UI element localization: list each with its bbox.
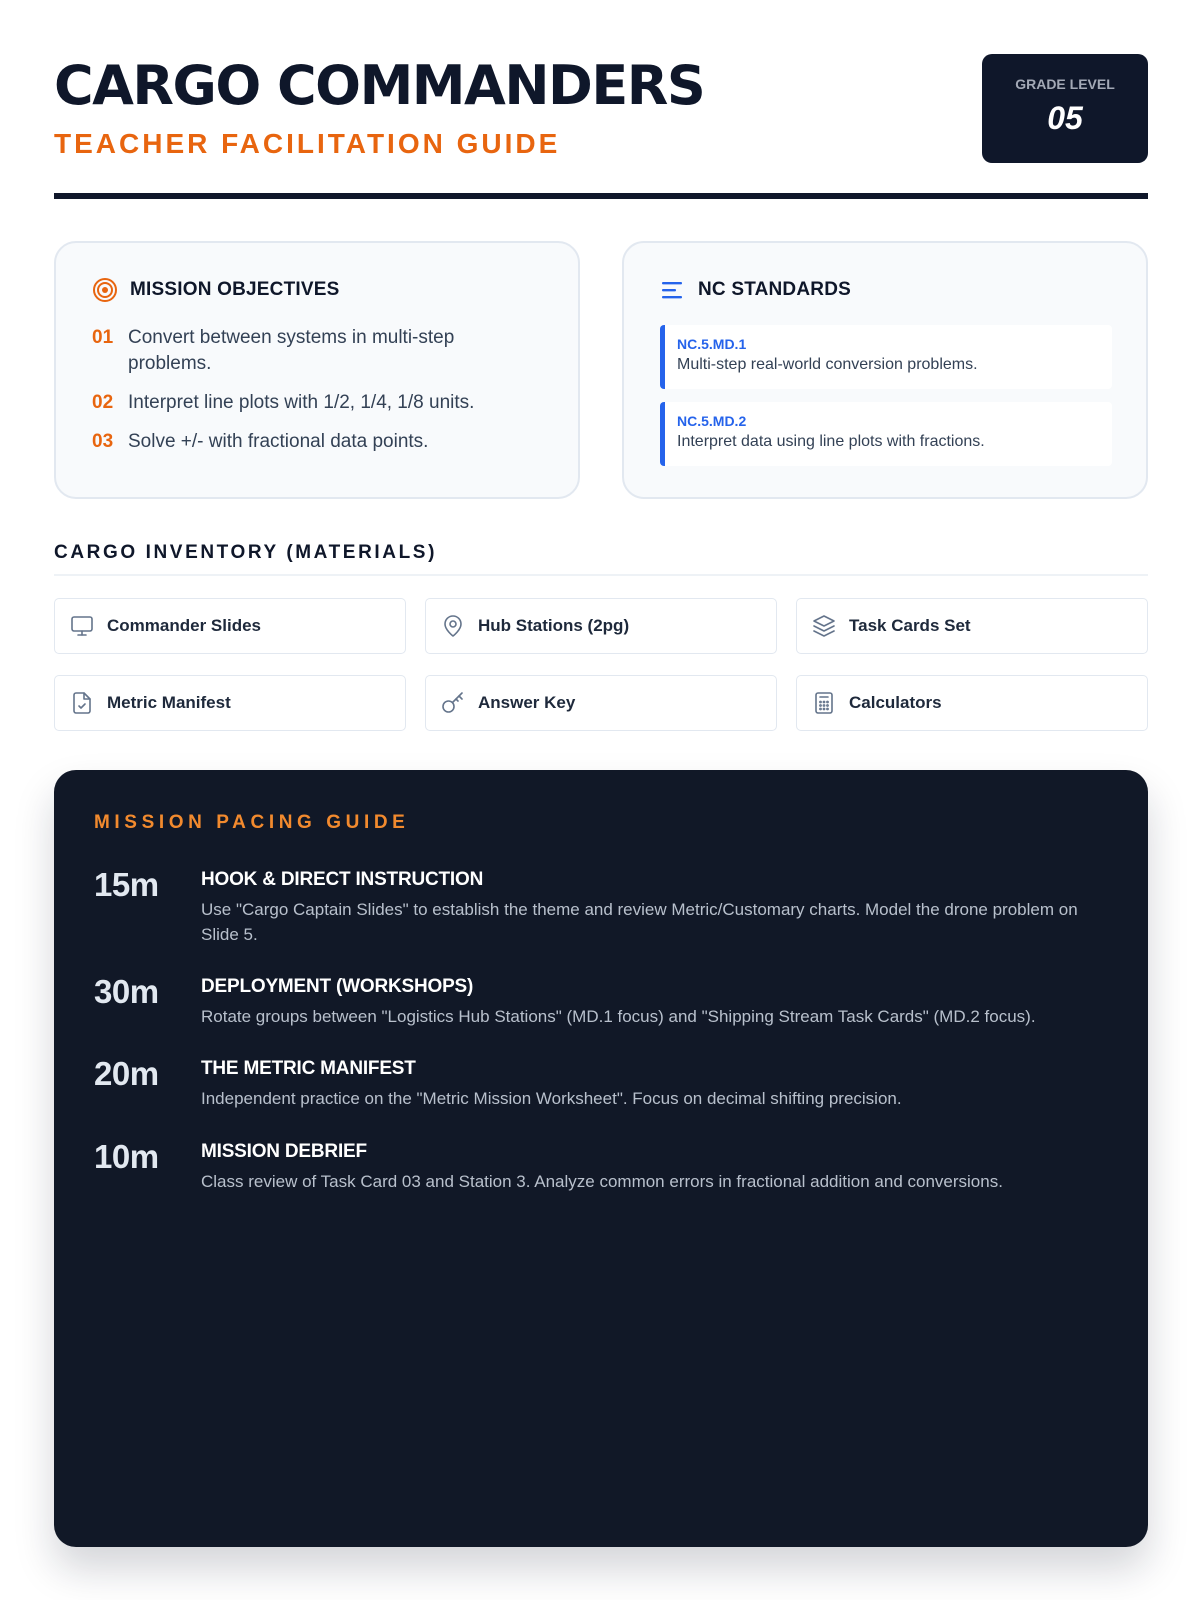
grade-level-label: GRADE LEVEL [1015,76,1115,92]
calculator-icon [811,690,837,716]
pacing-step-time: 30m [94,973,159,1010]
pacing-step [94,868,1114,948]
grade-level-value: 05 [1047,100,1083,136]
guide-page [54,0,1148,1600]
standard-item [660,325,1112,389]
layers-icon [811,613,837,639]
mission-objectives-header [92,277,339,303]
pacing-guide-title: MISSION PACING GUIDE [94,812,410,833]
material-label: Task Cards Set [849,616,971,635]
pacing-step-description: Rotate groups between "Logistics Hub Stations" (MD.1 focus) and "Shipping Stream Task Cards" (MD.2 focus). [201,1007,1036,1026]
standard-code: NC.5.MD.1 [677,336,747,352]
pacing-step-description: Use "Cargo Captain Slides" to establish the theme and review Metric/Customary charts. Model the drone problem on Slide 5. [201,900,1078,944]
align-left-icon [660,277,686,303]
objective-number: 02 [92,392,114,413]
material-label: Metric Manifest [107,693,231,712]
material-label: Calculators [849,693,942,712]
pacing-step-body [201,1140,1111,1194]
header [54,52,1148,202]
pacing-step-heading: MISSION DEBRIEF [201,1141,367,1162]
objective-number: 01 [92,327,114,348]
objective-item [92,429,532,455]
objectives-list [92,325,532,468]
nc-standards-card [622,241,1148,499]
material-task-cards [796,598,1148,654]
pacing-step-time: 10m [94,1138,159,1175]
material-commander-slides [54,598,406,654]
pacing-step-body [201,868,1111,947]
mission-pacing-panel [54,770,1148,1547]
pacing-step-heading: DEPLOYMENT (WORKSHOPS) [201,976,474,997]
pacing-step-body [201,975,1111,1029]
pacing-step [94,1140,1114,1200]
objective-number: 03 [92,431,114,452]
page-title: CARGO COMMANDERS [54,54,705,117]
objective-text: Interpret line plots with 1/2, 1/4, 1/8 units. [128,392,475,413]
pacing-step [94,975,1114,1035]
target-icon [92,277,118,303]
pacing-step-description: Class review of Task Card 03 and Station 3. Analyze common errors in fractional addition and conversions. [201,1172,1003,1191]
standard-item [660,402,1112,466]
header-divider [54,193,1148,199]
mission-objectives-title: MISSION OBJECTIVES [130,279,340,300]
objective-text: Solve +/- with fractional data points. [128,431,429,452]
page-subtitle: TEACHER FACILITATION GUIDE [54,128,561,159]
monitor-icon [69,613,95,639]
standards-list [660,325,1112,479]
standard-description: Multi-step real-world conversion problems. [677,356,978,373]
pacing-step-body [201,1057,1111,1111]
pacing-step-description: Independent practice on the "Metric Mission Worksheet". Focus on decimal shifting precision. [201,1089,902,1108]
objective-item [92,325,532,377]
map-pin-icon [440,613,466,639]
material-calculators [796,675,1148,731]
pacing-step [94,1057,1114,1117]
pacing-step-heading: THE METRIC MANIFEST [201,1058,416,1079]
grade-level-badge [982,54,1148,163]
material-answer-key [425,675,777,731]
material-label: Answer Key [478,693,576,712]
key-icon [440,690,466,716]
pacing-step-time: 15m [94,866,159,903]
standard-code: NC.5.MD.2 [677,413,747,429]
materials-divider [54,574,1148,576]
material-label: Hub Stations (2pg) [478,616,630,635]
material-hub-stations [425,598,777,654]
objective-text: Convert between systems in multi-step problems. [128,327,455,374]
pacing-step-time: 20m [94,1055,159,1092]
material-metric-manifest [54,675,406,731]
material-label: Commander Slides [107,616,261,635]
mission-objectives-card [54,241,580,499]
nc-standards-title: NC STANDARDS [698,279,851,300]
standard-description: Interpret data using line plots with fractions. [677,433,985,450]
objective-item [92,390,532,416]
nc-standards-header [660,277,851,303]
file-check-icon [69,690,95,716]
pacing-step-heading: HOOK & DIRECT INSTRUCTION [201,869,484,890]
materials-section-title: CARGO INVENTORY (MATERIALS) [54,542,438,563]
